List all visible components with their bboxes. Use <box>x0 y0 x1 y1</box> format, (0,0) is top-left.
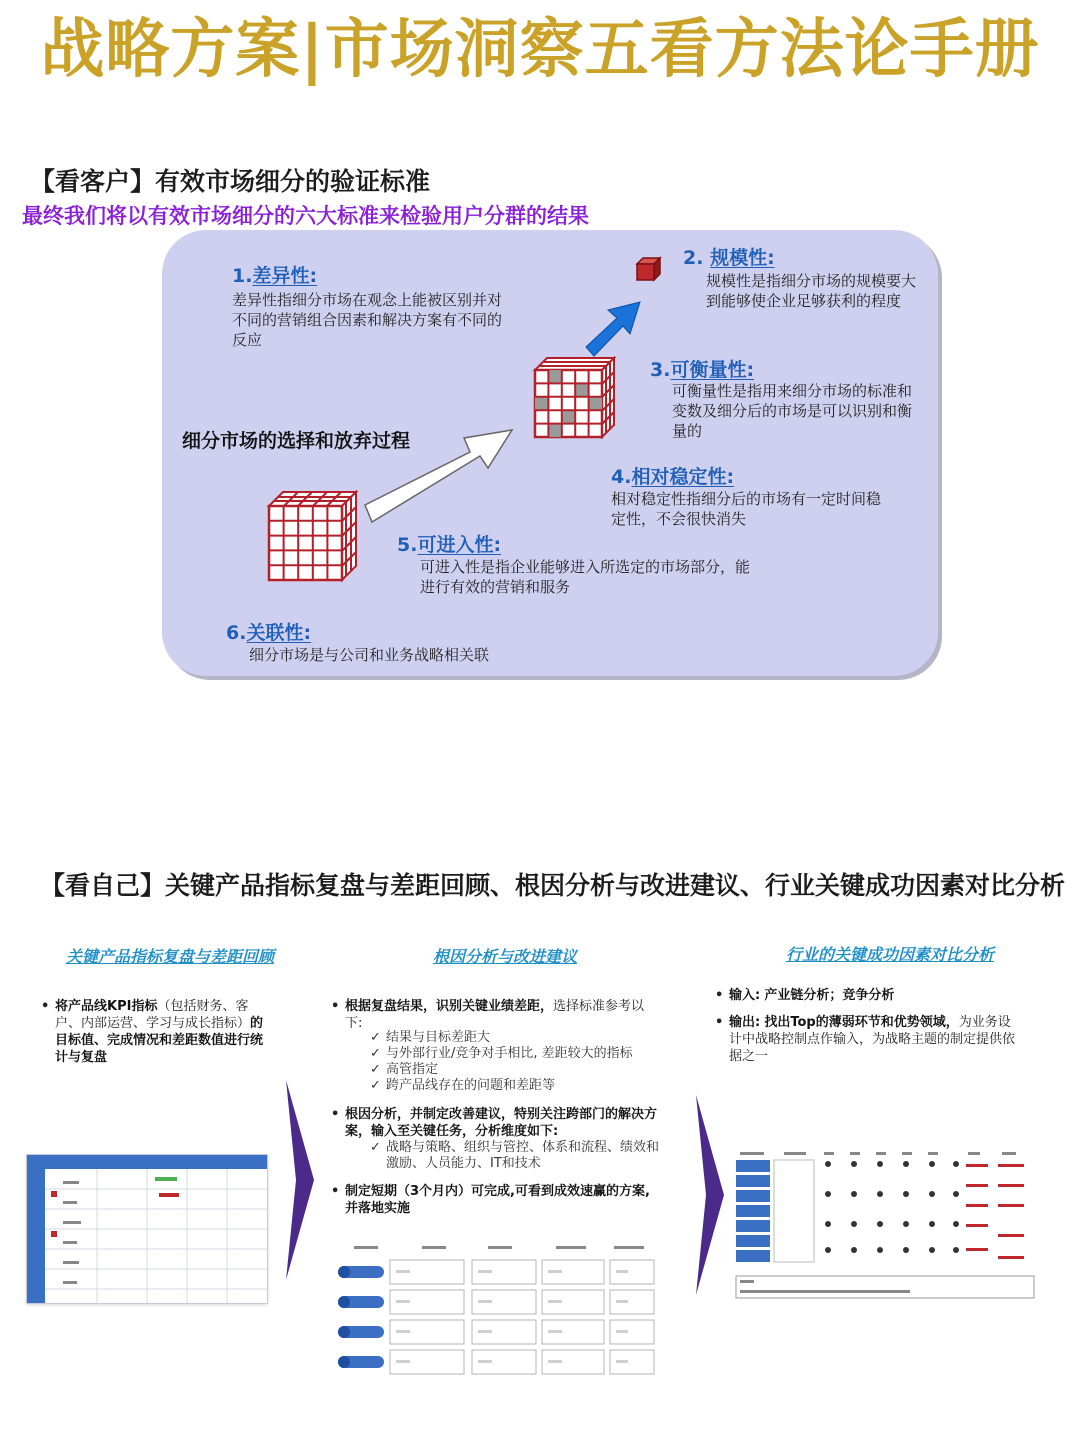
column-2-checklist-1 <box>370 1030 670 1094</box>
page-title-text: 战略方案|市场洞察五看方法论手册 <box>40 13 1040 87</box>
column-2-bullet-2: • 根因分析，并制定改善建议，特别关注跨部门的解决方案，输入至关键任务，分析维度如下: <box>331 1107 658 1139</box>
check-item: ✓ 战略与策略、组织与管控、体系和流程、绩效和激励、人员能力、IT和技术 <box>370 1140 665 1172</box>
cube-segmented-icon <box>535 358 614 437</box>
column-3-title: 行业的关键成功因素对比分析 <box>785 945 994 964</box>
column-1-title: 关键产品指标复盘与差距回顾 <box>65 947 274 966</box>
check-item: ✓ 跨产品线存在的问题和差距等 <box>370 1078 670 1094</box>
check-item: ✓ 高管指定 <box>370 1062 670 1078</box>
criterion-2-text: 规模性是指细分市场的规模要大到能够使企业足够获利的程度 <box>706 272 917 310</box>
column-2-bullet-1: • 根据复盘结果，识别关键业绩差距，选择标准参考以下: <box>331 999 645 1031</box>
column-3-bullet-2: • 输出: 找出Top的薄弱环节和优势领域，为业务设计中战略控制点作输入，为战略主题的制定提供依据之一 <box>715 1015 1016 1064</box>
chevron-right-icon <box>286 1080 314 1280</box>
criterion-6-text: 细分市场是与公司和业务战略相关联 <box>249 646 490 664</box>
cube-small-icon <box>637 258 660 280</box>
cube-large-icon <box>269 492 356 580</box>
check-item: ✓ 与外部行业/竞争对手相比, 差距较大的指标 <box>370 1046 670 1062</box>
column-2-checklist-2 <box>370 1140 665 1172</box>
criterion-4-text: 相对稳定性指细分后的市场有一定时间稳定性，不会很快消失 <box>611 490 882 528</box>
blue-arrow-icon <box>586 302 640 356</box>
criterion-2-title: 2. 规模性: <box>683 247 775 269</box>
check-item: ✓ 结果与目标差距大 <box>370 1030 670 1046</box>
section1-subheading: 最终我们将以有效市场细分的六大标准来检验用户分群的结果 <box>22 204 589 228</box>
column-2-bullet-3: • 制定短期（3个月内）可完成,可看到成效速赢的方案,并落地实施 <box>331 1184 650 1216</box>
section1-heading: 【看客户】有效市场细分的验证标准 <box>30 167 431 196</box>
ksf-comparison-thumbnail <box>734 1150 1036 1300</box>
root-cause-table-thumbnail <box>338 1244 656 1376</box>
criterion-5-text: 可进入性是指企业能够进入所选定的市场部分，能进行有效的营销和服务 <box>420 558 751 596</box>
criterion-5-title: 5.可进入性: <box>397 534 502 556</box>
criterion-1-title: 1.差异性: <box>232 265 318 287</box>
criterion-1-text: 差异性指细分市场在观念上能被区别并对不同的营销组合因素和解决方案有不同的反应 <box>232 291 503 349</box>
column-1-bullet: • 将产品线KPI指标（包括财务、客户、内部运营、学习与成长指标）的目标值、完成情况和差距数值进行统计与复盘 <box>41 999 264 1065</box>
section2-heading: 【看自己】关键产品指标复盘与差距回顾、根因分析与改进建议、行业关键成功因素对比分析 <box>40 871 1066 900</box>
column-3-bullet-1: • 输入: 产业链分析；竞争分析 <box>715 988 895 1003</box>
criterion-6-title: 6.关联性: <box>226 622 312 644</box>
process-label: 细分市场的选择和放弃过程 <box>182 430 411 452</box>
criterion-3-text: 可衡量性是指用来细分市场的标准和变数及细分后的市场是可以识别和衡量的 <box>672 382 913 440</box>
column-2-title: 根因分析与改进建议 <box>432 947 577 966</box>
page-title <box>0 0 1080 100</box>
chevron-right-icon <box>696 1095 724 1295</box>
criterion-3-title: 3.可衡量性: <box>650 359 755 381</box>
kpi-table-thumbnail <box>26 1154 268 1304</box>
criterion-4-title: 4.相对稳定性: <box>611 466 735 488</box>
